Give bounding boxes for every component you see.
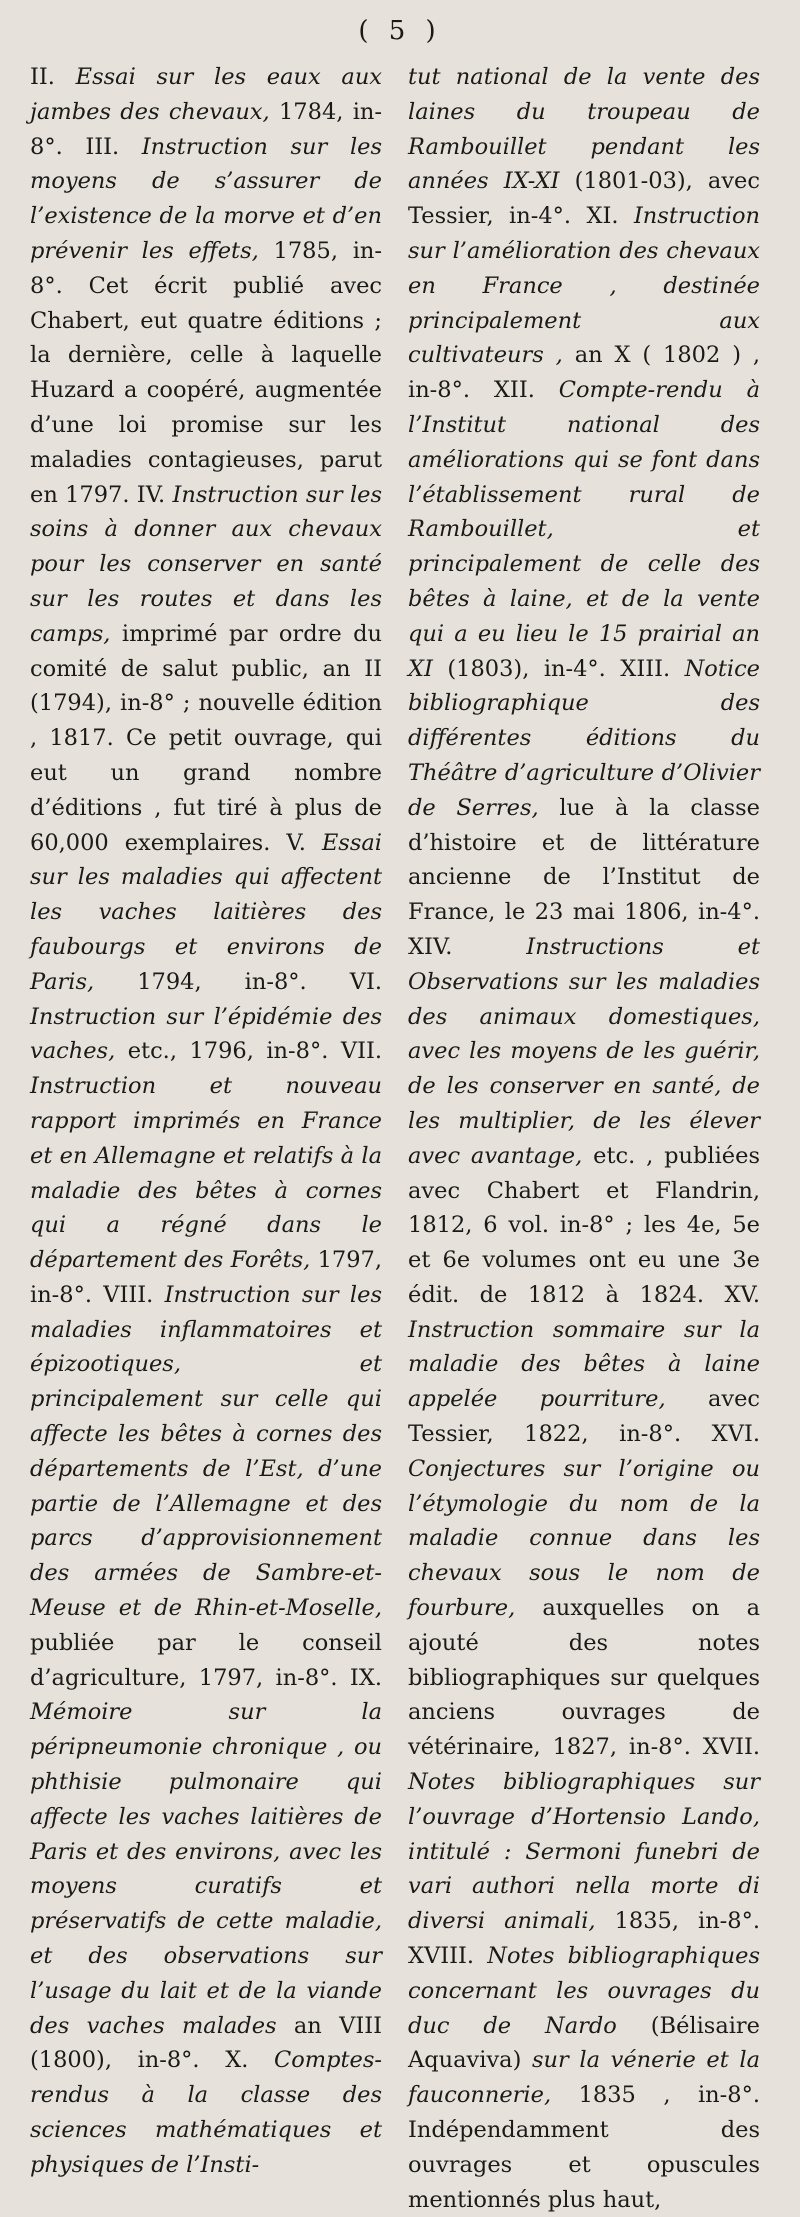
italic-title-segment: Mémoire sur la péripneumonie chronique , ou phthisie pulmonaire qui affecte les vaches laitières de Paris et des environs, avec les moyens curatifs et préservatifs de cette maladie, et des observations sur l’usage du lait et de la viande des vaches malades [30, 1699, 382, 2039]
italic-title-segment: Instruction sommaire sur la maladie des bêtes à laine appelée pourriture, [408, 1316, 760, 1413]
text-segment: etc., 1796, in-8°. VII. [115, 1038, 382, 1065]
right-column-text [408, 60, 760, 2217]
italic-title-segment: Instruction sur les maladies inflammatoires et épizootiques, et principalement sur celle qui affecte les bêtes à cornes des départements de l’Est, d’une partie de l’Allemagne et des parcs d’approvisionnement des armées de Sambre-et-Meuse et de Rhin-et-Moselle, [30, 1281, 382, 1622]
italic-title-segment: Comptes-rendus à la classe des sciences mathématiques et physiques de l’Insti- [30, 2047, 382, 2178]
right-column [408, 60, 760, 2217]
text-segment: 1835, in-8°. XVIII. [408, 1908, 760, 1970]
text-segment: (1801-03), avec Tessier, in-4°. XI. [408, 168, 760, 230]
text-segment: 1784, in-8°. III. [30, 98, 382, 160]
text-segment: II. [30, 64, 76, 90]
italic-title-segment: Notice bibliographique des différentes éditions du Théâtre d’agriculture d’Olivier de Serres, [408, 655, 760, 821]
text-segment: etc. , publiées avec Chabert et Flandrin, 1812, 6 vol. in-8° ; les 4e, 5e et 6e volumes ont eu une 3e édit. de 1812 à 1824. XV. [408, 1142, 760, 1308]
italic-title-segment: sur la vénerie et la fauconnerie, [408, 2047, 760, 2109]
italic-title-segment: Conjectures sur l’origine ou l’étymologie du nom de la maladie connue dans les chevaux sous le nom de fourbure, [408, 1455, 760, 1622]
italic-title-segment: Instruction sur les moyens de s’assurer de l’existence de la morve et d’en prévenir les effets, [30, 133, 382, 264]
italic-title-segment: Instruction sur l’amélioration des chevaux en France , destinée principalement aux cultivateurs , [408, 203, 760, 369]
italic-title-segment: Compte-rendu à l’Institut national des améliorations qui se font dans l’établissement rural de Rambouillet, et principalement de celle des bêtes à laine, et de la vente qui a eu lieu le 15 prairial an XI [408, 377, 760, 682]
text-segment: an VIII (1800), in-8°. X. [30, 2012, 382, 2074]
italic-title-segment: Instructions et Observations sur les maladies des animaux domestiques, avec les moyens de les guérir, de les conserver en santé, de les multiplier, de les élever avec avantage, [408, 933, 760, 1169]
text-segment: lue à la classe d’histoire et de littérature ancienne de l’Institut de France, le 23 mai 1806, in-4°. XIV. [408, 794, 760, 960]
text-segment: 1785, in-8°. Cet écrit publié avec Chabert, eut quatre éditions ; la dernière, celle à laquelle Huzard a coopéré, augmentée d’une loi promise sur les maladies contagieuses, parut en 1797. IV. [30, 237, 382, 508]
text-segment: avec Tessier, 1822, in-8°. XVI. [408, 1386, 760, 1448]
italic-title-segment: Notes bibliographiques sur l’ouvrage d’Hortensio Lando, intitulé : Sermoni funebri de vari authori nella morte di diversi animali, [408, 1769, 760, 1935]
italic-title-segment: Essai sur les eaux aux jambes des chevaux, [30, 64, 382, 125]
text-segment: (Bélisaire Aquaviva) [408, 2012, 760, 2074]
left-column [30, 60, 382, 2183]
text-segment: auxquelles on a ajouté des notes bibliographiques sur quelques anciens ouvrages de vétérinaire, 1827, in-8°. XVII. [408, 1595, 760, 1761]
italic-title-segment: Instruction sur l’épidémie des vaches, [30, 1003, 382, 1065]
text-segment: 1797, in-8°. VIII. [30, 1247, 382, 1308]
italic-title-segment: Instruction sur les soins à donner aux chevaux pour les conserver en santé sur les routes et dans les camps, [30, 481, 383, 647]
italic-title-segment: Instruction et nouveau rapport imprimés en France et en Allemagne et relatifs à la maladie des bêtes à cornes qui a régné dans le département des Forêts, [30, 1073, 382, 1274]
italic-title-segment: Essai sur les maladies qui affectent les vaches laitières des faubourgs et environs de Paris, [30, 829, 382, 995]
italic-title-segment: tut national de la vente des laines du troupeau de Rambouillet pendant les années IX-XI [408, 64, 760, 195]
text-segment: an X ( 1802 ) , in-8°. XII. [408, 342, 761, 404]
page-number: ( 5 ) [358, 16, 442, 46]
text-segment: 1794, in-8°. VI. [94, 968, 382, 995]
italic-title-segment: Notes bibliographiques concernant les ouvrages du duc de Nardo [408, 1943, 760, 2039]
text-segment: publiée par le conseil d’agriculture, 1797, in-8°. IX. [30, 1629, 382, 1691]
left-column-text [30, 60, 382, 2183]
text-segment: 1835 , in-8°. Indépendamment des ouvrages et opuscules mentionnés plus haut, [408, 2082, 760, 2213]
text-segment: (1803), in-4°. XIII. [432, 655, 685, 682]
text-segment: imprimé par ordre du comité de salut public, an II (1794), in-8° ; nouvelle édition , 1817. Ce petit ouvrage, qui eut un grand nombre d’éditions , fut tiré à plus de 60,000 exemplaires. V. [30, 620, 382, 856]
